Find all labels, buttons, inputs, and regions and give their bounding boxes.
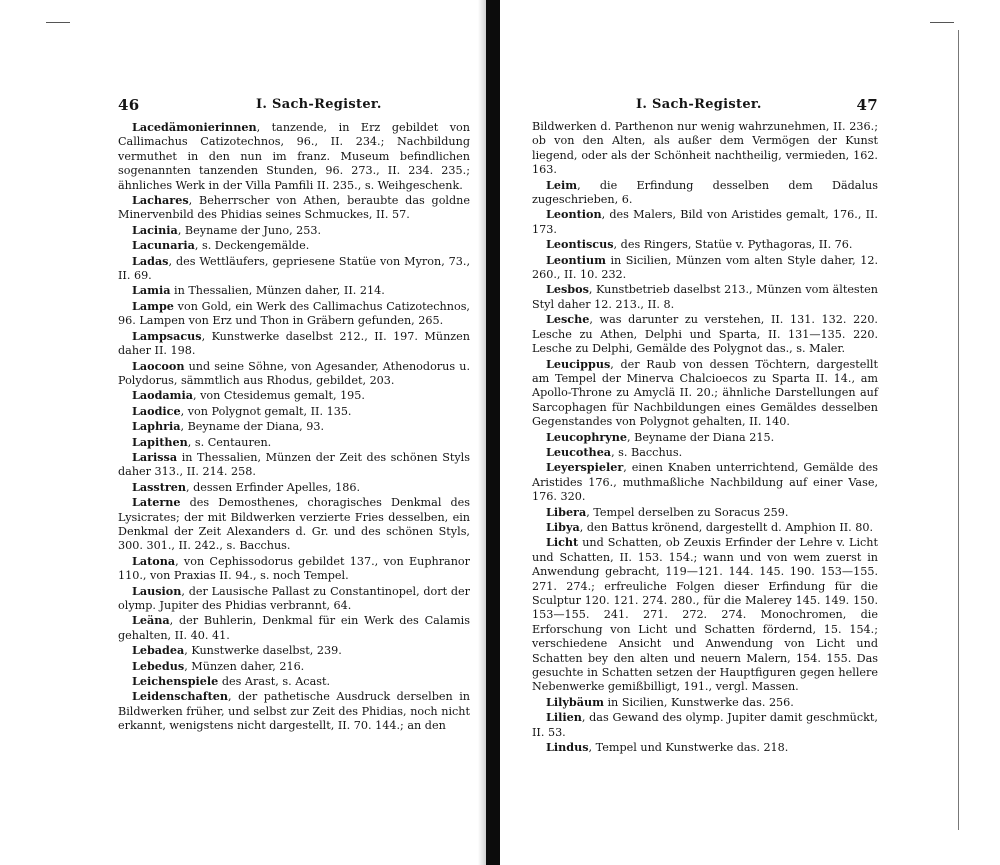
index-term: Lampe: [132, 298, 174, 313]
index-entry: [118, 674, 470, 689]
index-entry: [532, 460, 878, 504]
index-entry: [532, 312, 878, 356]
index-text: , von Polygnot gemalt, II. 135.: [180, 404, 352, 418]
index-term: Leichenspiele: [132, 674, 219, 689]
index-entry: [118, 419, 470, 434]
index-entry: [118, 480, 470, 495]
index-text: und Schatten, ob Zeuxis Erfinder der Lehre v. Licht und Schatten, II. 153. 154.; wann und von wem zuerst in Anwendung gebracht, 119—121. 144. 145. 190. 153—155. 271. 274.; erfreuliche Folgen dieser Erfindung für die Sculptur 120. 121. 274. 280., für die Malerey 145. 149. 150. 153—155. 241. 271. 272. 274. Monochromen, die Erforschung von Licht und Schatten fördernd, 15. 154.; verschiedene Ansicht und Anwendung von Licht und Schatten bey den alten und neuern Malern, 154. 155. Das gesuchte in Schatten setzen der Hauptfiguren gegen hellere Nebenwerke gemißbilligt, 191., vergl. Massen.: [532, 536, 878, 694]
index-text: , des Wettläufers, gepriesene Statüe von Myron, 73., II. 69.: [118, 254, 470, 283]
index-term: Laocoon: [132, 358, 185, 373]
index-text: , des Malers, Bild von Aristides gemalt, 176., II. 173.: [532, 208, 878, 236]
index-term: Libya: [546, 519, 580, 534]
index-term: Leyerspieler: [546, 460, 624, 475]
page-edge-line: [958, 30, 959, 830]
edge-mark: [46, 22, 70, 23]
continued-entry-text: Bildwerken d. Parthenon nur wenig wahrzunehmen, II. 236.; ob von den Alten, als außer dem Vermögen der Kunst liegend, oder als der Schönheit nachtheilig, vermieden, 162. 163.: [532, 120, 878, 177]
index-term: Leucophryne: [546, 429, 627, 444]
index-text: , Beyname der Diana 215.: [627, 430, 775, 444]
index-text: , s. Bacchus.: [611, 445, 683, 459]
right-page: [532, 96, 878, 755]
index-entry: [532, 695, 878, 710]
index-text: des Arast, s. Acast.: [218, 675, 331, 689]
index-text: , Tempel und Kunstwerke das. 218.: [588, 741, 789, 755]
index-text: , die Erfindung desselben dem Dädalus zugeschrieben, 6.: [532, 178, 878, 207]
index-entry: [532, 740, 878, 755]
index-entry: [532, 710, 878, 740]
index-text: , dessen Erfinder Apelles, 186.: [186, 480, 361, 494]
index-term: Lacinia: [132, 222, 178, 237]
index-entry: [532, 505, 878, 520]
index-text: , Münzen daher, 216.: [184, 659, 305, 673]
index-entry: [532, 520, 878, 535]
index-text: , s. Centauren.: [187, 435, 272, 449]
index-term: Lilien: [546, 710, 582, 725]
index-term: Laphria: [132, 419, 181, 434]
index-entry: [532, 430, 878, 445]
index-entry: [118, 388, 470, 403]
right-running-head: [532, 96, 878, 118]
index-term: Libera: [546, 504, 587, 519]
right-header-title: I. Sach-Register.: [636, 97, 762, 112]
index-text: in Sicilien, Kunstwerke das. 256.: [603, 695, 794, 709]
index-entry: [118, 254, 470, 284]
index-term: Lacedämonierinnen: [132, 120, 257, 134]
index-entry: [118, 450, 470, 480]
index-entry: [532, 237, 878, 252]
index-text: , was darunter zu verstehen, II. 131. 132. 220. Lesche zu Athen, Delphi und Sparta, II. 131—135. 220. Lesche zu Delphi, Gemälde des Polygnot das., s. Maler.: [532, 313, 878, 356]
index-entry: [532, 445, 878, 460]
index-entry: [118, 120, 470, 193]
index-text: , des Ringers, Statüe v. Pythagoras, II. 76.: [613, 238, 853, 252]
index-entry: [118, 359, 470, 389]
index-text: , der Lausische Pallast zu Constantinopel, dort der olymp. Jupiter des Phidias verbrannt, 64.: [118, 584, 470, 612]
right-page-number: 47: [856, 96, 878, 114]
index-text: , von Cephissodorus gebildet 137., von Euphranor 110., von Praxias II. 94., s. noch Tempel.: [118, 554, 470, 583]
index-text: , einen Knaben unterrichtend, Gemälde des Aristides 176., muthmaßliche Nachbildung auf einer Vase, 176. 320.: [532, 461, 878, 504]
index-term: Larissa: [132, 449, 178, 464]
index-text: , Beherrscher von Athen, beraubte das goldne Minervenbild des Phidias seines Schmuckes, II. 57.: [118, 194, 470, 222]
index-text: , der pathetische Ausdruck derselben in Bildwerken früher, und selbst zur Zeit des Phidias, noch nicht erkannt, wenigstens nicht dargestellt, II. 70. 144.; an den: [118, 690, 470, 733]
index-term: Leucippus: [546, 356, 611, 371]
index-term: Lebadea: [132, 643, 185, 658]
index-text: , tanzende, in Erz gebildet von Callimachus Catizotechnos, 96., II. 234.; Nachbildung vermuthet in den nun im franz. Museum befindlichen sogenannten tanzenden Stunden, 96. 273., II. 234. 235.; ähnliches Werk in der Villa Pamfili II. 235., s. Weihgeschenk.: [118, 121, 470, 192]
index-entry: [118, 404, 470, 419]
index-term: Laodice: [132, 403, 181, 418]
index-text: , Kunstwerke daselbst 212., II. 197. Münzen daher II. 198.: [118, 329, 470, 358]
left-page-number: 46: [118, 96, 140, 114]
index-text: von Gold, ein Werk des Callimachus Catizotechnos, 96. Lampen von Erz und Thon in Gräbern gefunden, 265.: [118, 299, 470, 328]
index-text: in Sicilien, Münzen vom alten Style daher, 12. 260., II. 10. 232.: [532, 253, 878, 282]
index-text: , s. Deckengemälde.: [194, 239, 310, 253]
index-entry: [118, 238, 470, 253]
index-text: , Kunstbetrieb daselbst 213., Münzen vom ältesten Styl daher 12. 213., II. 8.: [532, 283, 878, 311]
index-term: Lasstren: [132, 479, 187, 494]
index-term: Lesche: [546, 312, 590, 327]
left-header-title: I. Sach-Register.: [256, 97, 382, 112]
index-term: Ladas: [132, 253, 169, 268]
index-entry: [118, 613, 470, 643]
book-gutter: [486, 0, 500, 865]
index-entry: [532, 253, 878, 283]
right-entry-list: [532, 120, 878, 755]
index-term: Leontion: [546, 207, 602, 222]
index-term: Lesbos: [546, 282, 589, 297]
index-text: , Beyname der Juno, 253.: [177, 223, 322, 237]
index-term: Leim: [546, 177, 578, 192]
index-term: Lebedus: [132, 658, 185, 673]
index-text: , der Raub von dessen Töchtern, dargestellt am Tempel der Minerva Chalcioecos zu Sparta II. 14., am Apollo-Throne zu Amyclä II. 20.; ähnliche Darstellungen auf Sarcophagen für Nachbildungen eines Gemäldes desselben Gegenstandes von Polygnot gehalten, II. 140.: [532, 357, 878, 429]
index-entry: [118, 659, 470, 674]
index-term: Lindus: [546, 740, 589, 755]
index-entry: [118, 495, 470, 554]
index-text: , Tempel derselben zu Soracus 259.: [586, 505, 789, 519]
index-term: Leäna: [132, 613, 170, 628]
index-term: Leontium: [546, 252, 606, 267]
edge-mark: [930, 22, 954, 23]
index-entry: [118, 223, 470, 238]
index-entry: [118, 689, 470, 733]
index-text: in Thessalien, Münzen der Zeit des schönen Styls daher 313., II. 214. 258.: [118, 450, 470, 479]
index-term: Lamia: [132, 283, 171, 298]
index-text: , Kunstwerke daselbst, 239.: [184, 644, 342, 658]
left-entry-list: [118, 120, 470, 734]
index-text: , den Battus krönend, dargestellt d. Amphion II. 80.: [579, 520, 874, 534]
index-text: , Beyname der Diana, 93.: [180, 420, 325, 434]
index-entry: [118, 193, 470, 223]
index-term: Leidenschaften: [132, 689, 229, 704]
index-entry: [118, 554, 470, 584]
index-term: Lapithen: [132, 434, 188, 449]
gutter-shadow: [478, 0, 486, 865]
index-term: Leucothea: [546, 444, 612, 459]
index-entry: [532, 357, 878, 430]
index-term: Laterne: [132, 495, 181, 510]
index-entry: [118, 643, 470, 658]
index-text: des Demosthenes, choragisches Denkmal des Lysicrates; der mit Bildwerken verzierte Fries desselben, ein Denkmal der Zeit Alexanders d. Gr. und des schönen Styls, 300. 301., II. 242., s. Bacchus.: [118, 496, 470, 553]
index-term: Lausion: [132, 583, 182, 598]
index-text: , von Ctesidemus gemalt, 195.: [193, 389, 365, 403]
index-entry: [532, 207, 878, 237]
index-entry: [532, 178, 878, 208]
index-term: Lachares: [132, 193, 189, 208]
index-term: Laodamia: [132, 388, 193, 403]
index-term: Lampsacus: [132, 328, 202, 343]
index-entry: [118, 435, 470, 450]
index-term: Leontiscus: [546, 237, 614, 252]
left-running-head: [118, 96, 470, 118]
left-page: [118, 96, 470, 734]
index-entry: [118, 283, 470, 298]
index-entry: [118, 329, 470, 359]
index-entry: [532, 535, 878, 694]
index-text: , das Gewand des olymp. Jupiter damit geschmückt, II. 53.: [532, 711, 878, 739]
index-text: und seine Söhne, von Agesander, Athenodorus u. Polydorus, sämmtlich aus Rhodus, gebildet, 203.: [118, 359, 470, 387]
index-term: Lilybäum: [546, 694, 604, 709]
index-entry: [532, 282, 878, 312]
index-term: Lacunaria: [132, 238, 195, 253]
index-entry: [118, 299, 470, 329]
index-text: in Thessalien, Münzen daher, II. 214.: [170, 284, 385, 298]
index-term: Licht: [546, 535, 579, 550]
index-term: Latona: [132, 553, 176, 568]
index-text: , der Buhlerin, Denkmal für ein Werk des Calamis gehalten, II. 40. 41.: [118, 614, 470, 642]
index-entry: [118, 584, 470, 614]
